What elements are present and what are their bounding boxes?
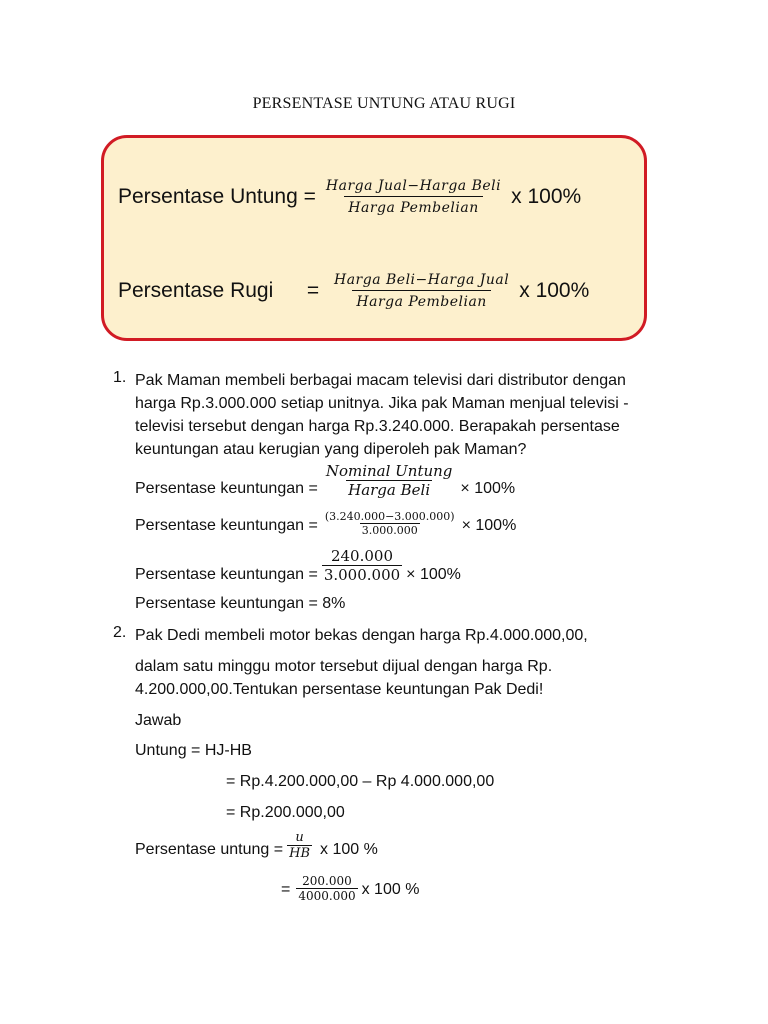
step3-suffix: × 100%	[406, 566, 461, 583]
formula-untung-label: Persentase Untung =	[118, 185, 316, 208]
problem1-line: televisi tersebut dengan harga Rp.3.240.000. Berapakah persentase	[135, 418, 620, 435]
step3-numerator: 240.000	[330, 547, 393, 565]
problem2-calc2: = Rp.200.000,00	[226, 804, 345, 821]
problem2-pct2	[281, 874, 419, 903]
pct2-suffix: x 100 %	[361, 881, 420, 898]
problem1-step2	[135, 510, 516, 537]
problem2-pct	[135, 830, 378, 861]
pct-numerator: u	[295, 830, 304, 845]
pct2-fraction	[296, 874, 357, 903]
pct2-numerator: 200.000	[302, 874, 352, 888]
step2-fraction	[323, 510, 457, 537]
formula-untung-multiplier: x 100%	[511, 185, 582, 208]
step1-suffix: × 100%	[460, 480, 516, 497]
problem2-line: dalam satu minggu motor tersebut dijual dengan harga Rp.	[135, 658, 553, 675]
formula-rugi-fraction	[330, 272, 513, 310]
problem1-step1	[135, 462, 515, 499]
step3-denominator: 3.000.000	[323, 566, 401, 584]
pct-denominator: HB	[289, 846, 310, 861]
step2-suffix: × 100%	[461, 517, 517, 534]
page-title: PERSENTASE UNTUNG ATAU RUGI	[252, 95, 516, 112]
step2-numerator: (3.240.000−3.000.000)	[324, 510, 455, 523]
formula-rugi-denominator: Harga Pembelian	[352, 290, 490, 310]
formula-box	[101, 135, 647, 341]
problem2-jawab: Jawab	[135, 712, 182, 729]
formula-rugi-numerator: Harga Beli−Harga Jual	[334, 272, 510, 288]
step3-label: Persentase keuntungan =	[135, 566, 318, 583]
formula-rugi	[118, 272, 589, 310]
problem2-number: 2.	[113, 624, 127, 641]
pct2-denominator: 4000.000	[298, 889, 356, 903]
formula-untung-denominator: Harga Pembelian	[344, 196, 482, 216]
problem1-result: Persentase keuntungan = 8%	[135, 595, 346, 612]
step3-fraction	[322, 547, 402, 584]
formula-untung	[118, 178, 581, 216]
problem1-step3	[135, 547, 461, 584]
step2-denominator: 3.000.000	[361, 524, 418, 537]
step1-denominator: Harga Beli	[348, 481, 431, 499]
formula-rugi-label: Persentase Rugi	[118, 279, 274, 302]
pct-label: Persentase untung =	[135, 841, 284, 858]
problem2-untung: Untung = HJ-HB	[135, 742, 252, 759]
pct-fraction	[287, 830, 312, 861]
problem1-line: keuntungan atau kerugian yang diperoleh pak Maman?	[135, 441, 527, 458]
step2-label: Persentase keuntungan =	[135, 517, 318, 534]
pct-suffix: x 100 %	[320, 841, 378, 858]
problem2-line: Pak Dedi membeli motor bekas dengan harga Rp.4.000.000,00,	[135, 627, 588, 644]
step1-numerator: Nominal Untung	[325, 462, 453, 480]
problem1-line: Pak Maman membeli berbagai macam televisi dari distributor dengan	[135, 372, 626, 389]
step1-label: Persentase keuntungan =	[135, 480, 318, 497]
formula-untung-numerator: Harga Jual−Harga Beli	[325, 178, 502, 194]
formula-untung-fraction	[322, 178, 505, 216]
problem2-line: 4.200.000,00.Tentukan persentase keuntungan Pak Dedi!	[135, 681, 544, 698]
problem1-line: harga Rp.3.000.000 setiap unitnya. Jika pak Maman menjual televisi -	[135, 395, 629, 412]
problem1-number: 1.	[113, 369, 127, 386]
formula-rugi-equals: =	[306, 279, 320, 302]
pct2-equals: =	[281, 881, 291, 898]
problem2-calc1: = Rp.4.200.000,00 – Rp 4.000.000,00	[226, 773, 495, 790]
formula-rugi-multiplier: x 100%	[519, 279, 590, 302]
step1-fraction	[324, 462, 455, 499]
